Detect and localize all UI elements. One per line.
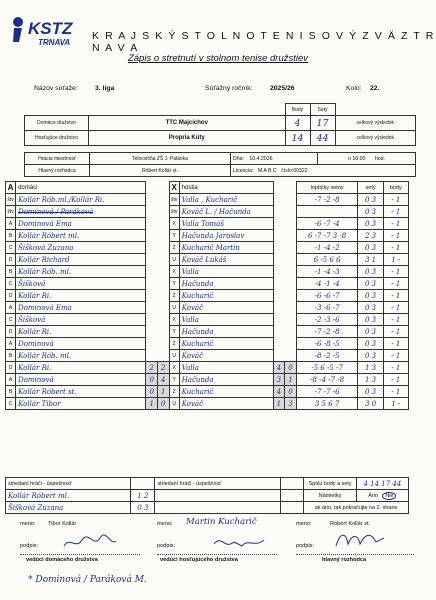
guest-player: Valla , Kucharič: [179, 194, 273, 206]
row-sets: 0 3: [358, 278, 383, 290]
row-points: - 1: [383, 386, 408, 398]
spolu-label: Spolu body a sety: [304, 478, 356, 490]
kstz-logo: [8, 12, 86, 48]
home-stat-lost: [157, 242, 169, 254]
set-scores: 6 -7 -7 3 -8: [296, 230, 358, 242]
venue-value: Telocvičňa ZŠ J. Palárika: [90, 153, 231, 165]
home-player: Kollár Rób. ml.: [16, 266, 146, 278]
meno-guest-value: Martin Kucharič: [186, 517, 257, 527]
home-stat-won: [146, 230, 158, 242]
home-player: Kollár Rób.ml./Kollár Ri.: [16, 194, 146, 206]
guest-stat-lost: [285, 314, 297, 326]
season-value: 2025/26: [270, 85, 295, 92]
guest-letter: X: [169, 266, 179, 278]
guest-sub-label: striedaní hráči - úspešnosť: [155, 478, 280, 490]
match-row: [6, 362, 409, 374]
home-player: Šišková: [16, 314, 146, 326]
home-letter: B: [6, 386, 16, 398]
home-stat-lost: [157, 326, 169, 338]
license-number: 00322: [293, 167, 308, 174]
home-stat-won: 0: [146, 386, 158, 398]
guest-stat-lost: [285, 338, 297, 350]
guest-letter: Z: [169, 386, 179, 398]
guest-stat-lost: 0: [285, 362, 297, 374]
guest-signature: [210, 532, 270, 552]
guest-stat-lost: [285, 206, 297, 218]
home-stat-won: [146, 254, 158, 266]
guest-team-label: Hosťujúce družstvo: [25, 131, 89, 146]
guest-stat-lost: [285, 218, 297, 230]
handwritten-note: * Dominová / Paráková M.: [28, 575, 147, 585]
season-label: Súťažný ročník:: [205, 85, 253, 92]
row-sets: 0 3: [358, 290, 383, 302]
guest-stat-won: 4: [273, 386, 285, 398]
guest-stat-won: [273, 350, 285, 362]
meno-ref-label: meno:: [296, 521, 312, 527]
guest-stat-lost: 1: [285, 374, 297, 386]
row-sets: 0 3: [358, 350, 383, 362]
row-points: 1 -: [383, 398, 408, 410]
row-points: - 1: [383, 350, 408, 362]
row-sets: 0 3: [358, 242, 383, 254]
row-sets: 0 3: [358, 326, 383, 338]
vh-guest-label: vedúci hosťujúceho družstva: [160, 557, 238, 563]
row-sets: 1 3: [358, 374, 383, 386]
guest-player: Kucharič: [179, 386, 273, 398]
row-sets: 2 3: [358, 230, 383, 242]
sety-header: Sety: [310, 104, 335, 116]
set-scores: 6 -5 6 6: [296, 254, 358, 266]
round-label: Kolo:: [346, 85, 362, 92]
nie-option: Nie: [382, 492, 396, 500]
match-grid: [5, 181, 409, 410]
guest-letter: X: [169, 362, 179, 374]
home-stat-won: [146, 326, 158, 338]
home-stat-lost: [157, 218, 169, 230]
guest-stat-lost: [285, 242, 297, 254]
guest-player: Valla: [179, 266, 273, 278]
home-stat-lost: [157, 194, 169, 206]
guest-player: Valla: [179, 314, 273, 326]
venue-table: [24, 152, 416, 177]
guest-team-value: Propria Kúty: [89, 131, 286, 146]
col-x-header: X: [169, 182, 179, 194]
vh-home-label: vedúci domáceho družstva: [26, 557, 98, 563]
set-scores: -1 -4 -3: [296, 266, 358, 278]
home-player: Dominová Ema: [16, 218, 146, 230]
guest-stat-won: [273, 218, 285, 230]
guest-stat-lost: [285, 326, 297, 338]
row-points: - 1: [383, 362, 408, 374]
home-sety: 17: [310, 116, 335, 131]
row-points: - 1: [383, 374, 408, 386]
logo-subtext: TRNAVA: [38, 38, 71, 47]
namietky-label: Námietky: [304, 490, 356, 502]
match-row: [6, 278, 409, 290]
home-team-label: Domáce družstvo: [25, 116, 89, 131]
home-sub-label: striedaní hráči - úspešnosť: [6, 478, 131, 490]
guest-player: Hačunda Jaroslav: [179, 230, 273, 242]
row-sets: 0 3: [358, 194, 383, 206]
set-scores: -8 -2 -5: [296, 350, 358, 362]
home-stat-won: [146, 218, 158, 230]
guest-stat-won: [273, 338, 285, 350]
license-number-label: číslo:: [281, 167, 294, 174]
home-stat-lost: 2: [157, 362, 169, 374]
guest-player: Kováč: [179, 398, 273, 410]
competition-value: 3. liga: [95, 85, 115, 92]
date-value: 10.4.2026: [249, 155, 273, 162]
home-sub-2: Šišková Zuzana: [6, 502, 131, 514]
match-row: [6, 374, 409, 386]
row-sets: 0 3: [358, 302, 383, 314]
row-points: - 1: [383, 338, 408, 350]
guest-stat-won: 4: [273, 362, 285, 374]
guest-letter: Y: [169, 374, 179, 386]
home-player: Kollár Róbert ml.: [16, 230, 146, 242]
home-stat-won: 2: [146, 362, 158, 374]
home-stat-lost: 0: [157, 398, 169, 410]
guest-stat-won: 1: [273, 398, 285, 410]
bottom-table: [5, 477, 409, 514]
match-row: [6, 194, 409, 206]
match-row: [6, 302, 409, 314]
row-points: - 1: [383, 266, 408, 278]
form-subtitle: Zápis o stretnutí v stolnom tenise družstiev: [127, 53, 309, 64]
home-stat-won: [146, 242, 158, 254]
guest-player: Hačunda: [179, 374, 273, 386]
home-player: Šišková: [16, 278, 146, 290]
home-stat-won: 1: [146, 398, 158, 410]
home-stat-lost: 1: [157, 386, 169, 398]
guest-letter: X: [169, 218, 179, 230]
match-row: [6, 242, 409, 254]
match-row: [6, 350, 409, 362]
home-player: Kollár Richard: [16, 254, 146, 266]
home-stat-won: 0: [146, 374, 158, 386]
home-team-value: TTC Majcichov: [89, 116, 286, 131]
guest-stat-won: [273, 290, 285, 302]
guest-stat-lost: [285, 194, 297, 206]
home-sub-1-val: 1 2: [131, 490, 155, 502]
guest-stat-won: [273, 278, 285, 290]
guest-stat-lost: [285, 266, 297, 278]
home-stat-won: [146, 350, 158, 362]
guest-stat-lost: [285, 254, 297, 266]
match-row: [6, 218, 409, 230]
row-points: - 1: [383, 230, 408, 242]
match-row: [6, 230, 409, 242]
guest-player: Kováč Lukáš: [179, 254, 273, 266]
home-letter: D: [6, 254, 16, 266]
match-row: [6, 206, 409, 218]
vh-ref-label: hlavný rozhodca: [322, 557, 367, 563]
row-points: - 1: [383, 194, 408, 206]
home-player: Šišková Zuzana: [16, 242, 146, 254]
set-scores: -6 -8 -5: [296, 338, 358, 350]
referee-label: Hlavný rozhodca: [25, 165, 90, 177]
row-points: - 1: [383, 218, 408, 230]
competition-label: Názov súťaže:: [34, 85, 78, 92]
guest-stat-lost: [285, 350, 297, 362]
meno-home-label: meno:: [20, 521, 36, 527]
body-col-header: body: [383, 182, 408, 194]
home-signature: [60, 532, 120, 552]
set-scores: -7 -7 -6: [296, 386, 358, 398]
home-stat-lost: [157, 314, 169, 326]
guest-stat-lost: 3: [285, 398, 297, 410]
row-points: - 1: [383, 302, 408, 314]
guest-stat-won: [273, 242, 285, 254]
guest-stat-won: [273, 206, 285, 218]
guest-stat-lost: [285, 230, 297, 242]
col-a-header: A: [6, 182, 16, 194]
home-stat-lost: 4: [157, 374, 169, 386]
guest-letter: Y: [169, 278, 179, 290]
home-stat-lost: [157, 230, 169, 242]
total-label-home: celkový výsledok: [335, 116, 416, 131]
home-body: 4: [285, 116, 310, 131]
guest-stat-lost: 0: [285, 386, 297, 398]
home-letter: štv: [6, 194, 16, 206]
row-points: 1 -: [383, 254, 408, 266]
home-stat-won: [146, 338, 158, 350]
home-player: Dominová / Paráková: [16, 206, 146, 218]
set-scores: -7 -2 -8: [296, 326, 358, 338]
guest-player: Hačunda: [179, 326, 273, 338]
home-player: Kollár Rób. ml.: [16, 350, 146, 362]
home-letter: štv: [6, 206, 16, 218]
guest-letter: U: [169, 302, 179, 314]
guest-letter: Y: [169, 230, 179, 242]
match-row: [6, 386, 409, 398]
guest-player: Kováč L. / Hačunda: [179, 206, 273, 218]
guest-stat-won: [273, 230, 285, 242]
set-scores: -2 -3 -6: [296, 314, 358, 326]
meno-ref-value: Róbert Kollár st.: [330, 521, 371, 527]
row-sets: 0 3: [358, 338, 383, 350]
guest-letter: štv: [169, 206, 179, 218]
time-unit: hod.: [374, 155, 385, 162]
row-points: - 1: [383, 278, 408, 290]
set-scores: -6 -7 -4: [296, 218, 358, 230]
home-stat-won: [146, 266, 158, 278]
home-letter: D: [6, 326, 16, 338]
license-letters: M A B C: [257, 167, 277, 174]
guest-player: Hačunda: [179, 278, 273, 290]
set-scores: -3 -6 -7: [296, 302, 358, 314]
row-sets: 0 3: [358, 206, 383, 218]
guest-sety: 44: [310, 131, 335, 146]
home-player: Kollár Tibor: [16, 398, 146, 410]
home-letter: C: [6, 398, 16, 410]
referee-signature: [330, 528, 390, 552]
home-letter: D: [6, 290, 16, 302]
license-label: Licencia:: [233, 167, 254, 174]
body-header: Body: [285, 104, 310, 116]
guest-stat-won: [273, 194, 285, 206]
federation-title: K R A J S K Ý S T O L N O T E N I S O V Ý Z V Ä Z T R N A V A: [92, 30, 435, 54]
referee-value: Róbert Kollár st.: [90, 165, 231, 177]
home-stat-won: [146, 302, 158, 314]
set-scores: [296, 206, 358, 218]
row-points: - 1: [383, 206, 408, 218]
match-row: [6, 338, 409, 350]
date-label: Dňa:: [233, 155, 244, 162]
row-sets: 1 3: [358, 362, 383, 374]
home-stat-lost: [157, 350, 169, 362]
guest-player: Valla: [179, 362, 273, 374]
row-sets: 0 3: [358, 218, 383, 230]
guest-col-header: hostia: [179, 182, 273, 194]
spolu-value: 4 14 17 44: [356, 478, 408, 490]
match-row: [6, 290, 409, 302]
row-sets: 0 3: [358, 266, 383, 278]
home-stat-won: [146, 194, 158, 206]
home-player: Dominová: [16, 338, 146, 350]
guest-stat-won: 3: [273, 374, 285, 386]
set-scores: -4 -1 -4: [296, 278, 358, 290]
meno-home-value: Tibor Kollár: [48, 521, 77, 527]
home-stat-won: [146, 278, 158, 290]
sety-col-header: sety: [358, 182, 383, 194]
row-points: - 1: [383, 242, 408, 254]
home-player: Kollár Ri.: [16, 362, 146, 374]
home-letter: D: [6, 362, 16, 374]
guest-stat-won: [273, 302, 285, 314]
guest-letter: U: [169, 254, 179, 266]
home-player: Dominová Ema: [16, 302, 146, 314]
guest-stat-won: [273, 326, 285, 338]
home-player: Kollár Ri.: [16, 326, 146, 338]
total-label-guest: celkový výsledok: [335, 131, 416, 146]
home-sub-1: Kollár Róbert ml.: [6, 490, 131, 502]
meno-guest-label: meno:: [157, 521, 173, 527]
home-stat-won: [146, 206, 158, 218]
match-row: [6, 266, 409, 278]
home-letter: A: [6, 338, 16, 350]
guest-letter: U: [169, 350, 179, 362]
home-player: Kollár Róbert st.: [16, 386, 146, 398]
guest-stat-lost: [285, 278, 297, 290]
home-letter: C: [6, 242, 16, 254]
guest-letter: štv: [169, 194, 179, 206]
guest-letter: Z: [169, 290, 179, 302]
podpis-guest-label: podpis:: [157, 543, 176, 549]
home-stat-lost: [157, 338, 169, 350]
guest-stat-lost: [285, 290, 297, 302]
row-points: - 1: [383, 314, 408, 326]
sets-header: loptičky setov: [296, 182, 358, 194]
home-player: Kollár Ri.: [16, 290, 146, 302]
set-scores: -8 -4 -7 -8: [296, 374, 358, 386]
home-letter: C: [6, 314, 16, 326]
continue-label: ak áno, tak pokračujte na 2. strane: [304, 502, 409, 514]
home-letter: C: [6, 278, 16, 290]
set-scores: -6 -6 -7: [296, 290, 358, 302]
home-stat-won: [146, 290, 158, 302]
podpis-home-label: podpis:: [20, 543, 39, 549]
home-letter: B: [6, 350, 16, 362]
guest-letter: Z: [169, 242, 179, 254]
row-sets: 3 1: [358, 254, 383, 266]
ano-option: Áno: [368, 492, 378, 499]
guest-body: 14: [285, 131, 310, 146]
match-row: [6, 254, 409, 266]
home-stat-lost: [157, 290, 169, 302]
guest-player: Kucharič Martin: [179, 242, 273, 254]
home-stat-lost: [157, 278, 169, 290]
podpis-ref-label: podpis:: [296, 543, 315, 549]
set-scores: -5 6 -5 -7: [296, 362, 358, 374]
match-row: [6, 398, 409, 410]
home-letter: B: [6, 266, 16, 278]
home-letter: A: [6, 218, 16, 230]
home-player: Dominová: [16, 374, 146, 386]
match-info-table: [24, 103, 416, 146]
guest-letter: Z: [169, 338, 179, 350]
row-points: - 1: [383, 326, 408, 338]
home-stat-lost: [157, 266, 169, 278]
venue-label: Hracia miestnosť: [25, 153, 90, 165]
set-scores: 3 5 6 7: [296, 398, 358, 410]
guest-player: Kucharič: [179, 338, 273, 350]
guest-player: Valla Tomáš: [179, 218, 273, 230]
guest-letter: U: [169, 398, 179, 410]
home-letter: A: [6, 302, 16, 314]
guest-letter: Y: [169, 326, 179, 338]
home-letter: B: [6, 230, 16, 242]
guest-letter: X: [169, 314, 179, 326]
round-value: 22.: [370, 85, 380, 92]
time-value: o 16:00: [348, 155, 366, 162]
guest-player: Kováč: [179, 302, 273, 314]
home-stat-lost: [157, 206, 169, 218]
row-sets: 3 0: [358, 398, 383, 410]
guest-player: Kucharič: [179, 290, 273, 302]
home-stat-lost: [157, 254, 169, 266]
row-points: - 1: [383, 290, 408, 302]
home-stat-won: [146, 314, 158, 326]
guest-stat-won: [273, 314, 285, 326]
set-scores: -1 -4 -2: [296, 242, 358, 254]
home-col-header: domáci: [16, 182, 146, 194]
home-stat-lost: [157, 302, 169, 314]
match-row: [6, 326, 409, 338]
guest-stat-won: [273, 254, 285, 266]
match-row: [6, 314, 409, 326]
guest-stat-won: [273, 266, 285, 278]
home-sub-2-val: 0 3: [131, 502, 155, 514]
row-sets: 0 3: [358, 314, 383, 326]
logo-text: KSTZ: [28, 19, 73, 38]
set-scores: -7 -2 -8: [296, 194, 358, 206]
home-letter: A: [6, 374, 16, 386]
guest-player: Kováč: [179, 350, 273, 362]
guest-stat-lost: [285, 302, 297, 314]
row-sets: 0 3: [358, 386, 383, 398]
